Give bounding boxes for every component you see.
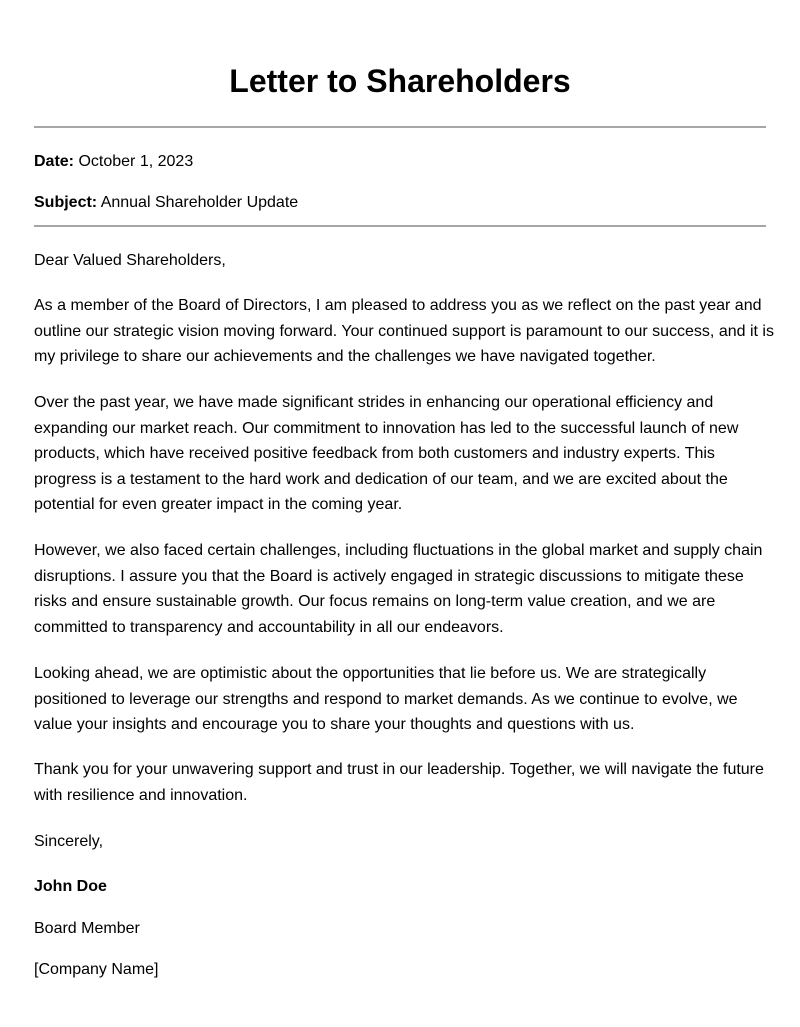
subject-value: Annual Shareholder Update [100,194,299,211]
greeting: Dear Valued Shareholders, [34,252,226,269]
signer-name: John Doe [34,878,107,895]
signer-role: Board Member [34,920,140,937]
body-paragraph-5: Thank you for your unwavering support and trust in our leadership. Together, we will navigate the future with resilience and innovation. [34,761,764,804]
body-paragraph-4: Looking ahead, we are optimistic about the opportunities that lie before us. We are strategically positioned to leverage our strengths and respond to market demands. As we continue to evolve, we value your insights and encourage you to share your thoughts and questions with us. [34,665,738,734]
meta-divider [34,225,766,227]
subject-label: Subject: [34,194,98,211]
date-line [34,152,193,172]
body-paragraph-2: Over the past year, we have made significant strides in enhancing our operational efficiency and expanding our market reach. Our commitment to innovation has led to the successful launch of new products, which have received positive feedback from both customers and industry experts. This progress is a testament to the hard work and dedication of our team, and we are excited about the potential for even greater impact in the coming year. [34,394,739,514]
body-paragraph-1: As a member of the Board of Directors, I am pleased to address you as we reflect on the past year and outline our strategic vision moving forward. Your continued support is paramount to our success, and it is my privilege to share our achievements and the challenges we have navigated together. [34,297,774,366]
header-divider [34,126,766,128]
page-title: Letter to Shareholders [229,63,571,99]
subject-line [34,193,298,213]
closing: Sincerely, [34,833,104,850]
body-paragraph-3: However, we also faced certain challenges, including fluctuations in the global market and supply chain disruptions. I assure you that the Board is actively engaged in strategic discussions to mitigate these risks and ensure sustainable growth. Our focus remains on long-term value creation, and we are committed to transparency and accountability in all our endeavors. [34,542,763,636]
company-name: [Company Name] [34,961,159,978]
date-label: Date: [34,153,75,170]
date-value: October 1, 2023 [78,153,194,170]
